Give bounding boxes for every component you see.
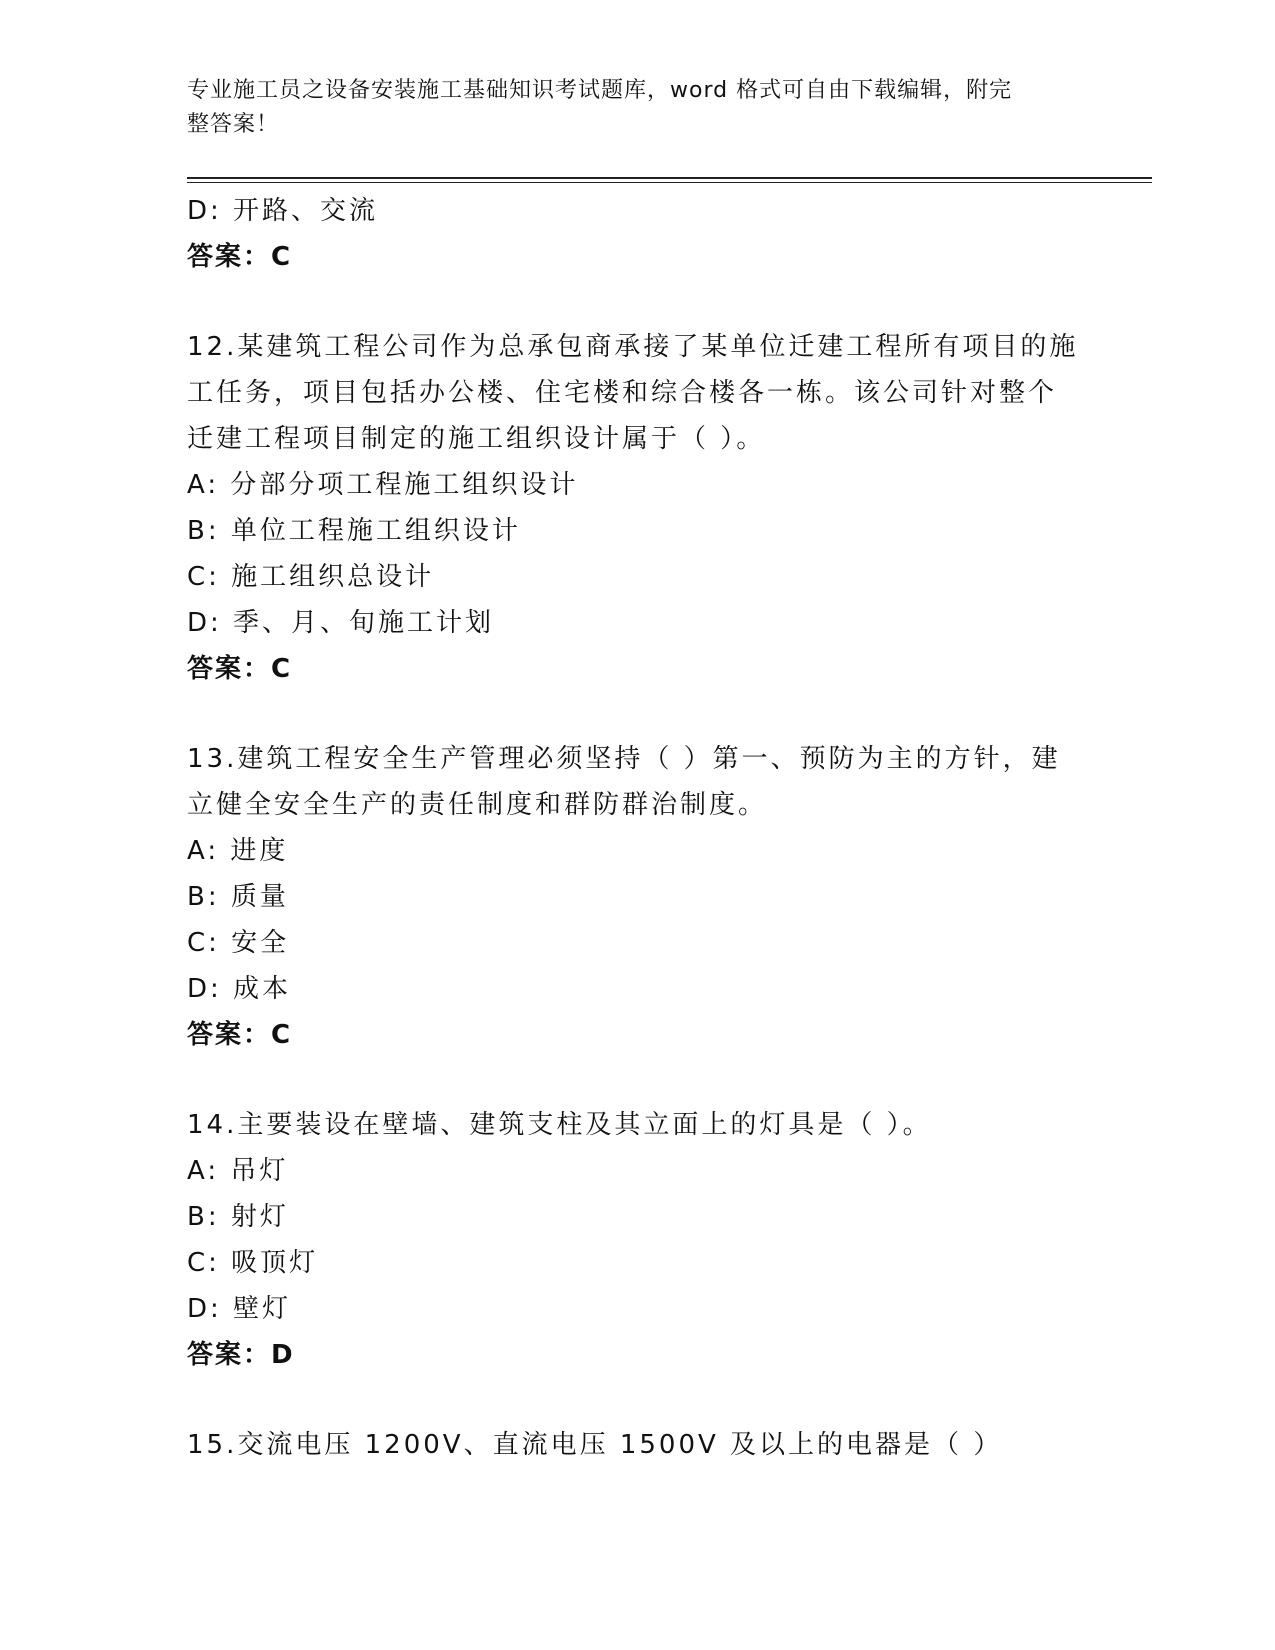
question-block-14 [187,1102,1087,1378]
option-a: A: 分部分项工程施工组织设计 [187,470,579,500]
option-b: B: 射灯 [187,1202,289,1232]
option-a: A: 吊灯 [187,1156,289,1186]
header-line-1: 专业施工员之设备安装施工基础知识考试题库，word 格式可自由下载编辑，附完 [187,78,1013,103]
question-text-line: 13.建筑工程安全生产管理必须坚持（ ）第一、预防为主的方针，建 [187,744,1061,774]
question-text-line: 15.交流电压 1200V、直流电压 1500V 及以上的电器是（ ） [187,1430,1003,1460]
header-line-2: 整答案！ [187,112,280,137]
question-block-15 [187,1422,1087,1468]
question-text-line: 立健全安全生产的责任制度和群防群治制度。 [187,790,768,820]
option-d: D: 开路、交流 [187,196,379,226]
question-text-line: 迁建工程项目制定的施工组织设计属于（ ）。 [187,424,766,454]
option-c: C: 施工组织总设计 [187,562,435,592]
question-content [187,188,1087,1468]
option-c: C: 吸顶灯 [187,1248,319,1278]
document-header [187,74,1067,142]
answer-line: 答案：C [187,1020,293,1050]
option-d: D: 壁灯 [187,1294,292,1324]
option-d: D: 季、月、旬施工计划 [187,608,495,638]
question-block-13 [187,736,1087,1058]
header-divider-thin [187,182,1152,183]
question-text-line: 14.主要装设在壁墙、建筑支柱及其立面上的灯具是（ ）。 [187,1110,932,1140]
option-c: C: 安全 [187,928,290,958]
option-b: B: 单位工程施工组织设计 [187,516,521,546]
question-block-11 [187,188,1087,280]
header-divider-thick [187,177,1152,179]
question-text-line: 工任务，项目包括办公楼、住宅楼和综合楼各一栋。该公司针对整个 [187,378,1058,408]
question-block-12 [187,324,1087,692]
answer-line: 答案：C [187,654,293,684]
question-text-line: 12.某建筑工程公司作为总承包商承接了某单位迁建工程所有项目的施 [187,332,1079,362]
option-b: B: 质量 [187,882,289,912]
option-a: A: 进度 [187,836,289,866]
option-d: D: 成本 [187,974,292,1004]
answer-line: 答案：D [187,1340,295,1370]
answer-line: 答案：C [187,242,293,272]
